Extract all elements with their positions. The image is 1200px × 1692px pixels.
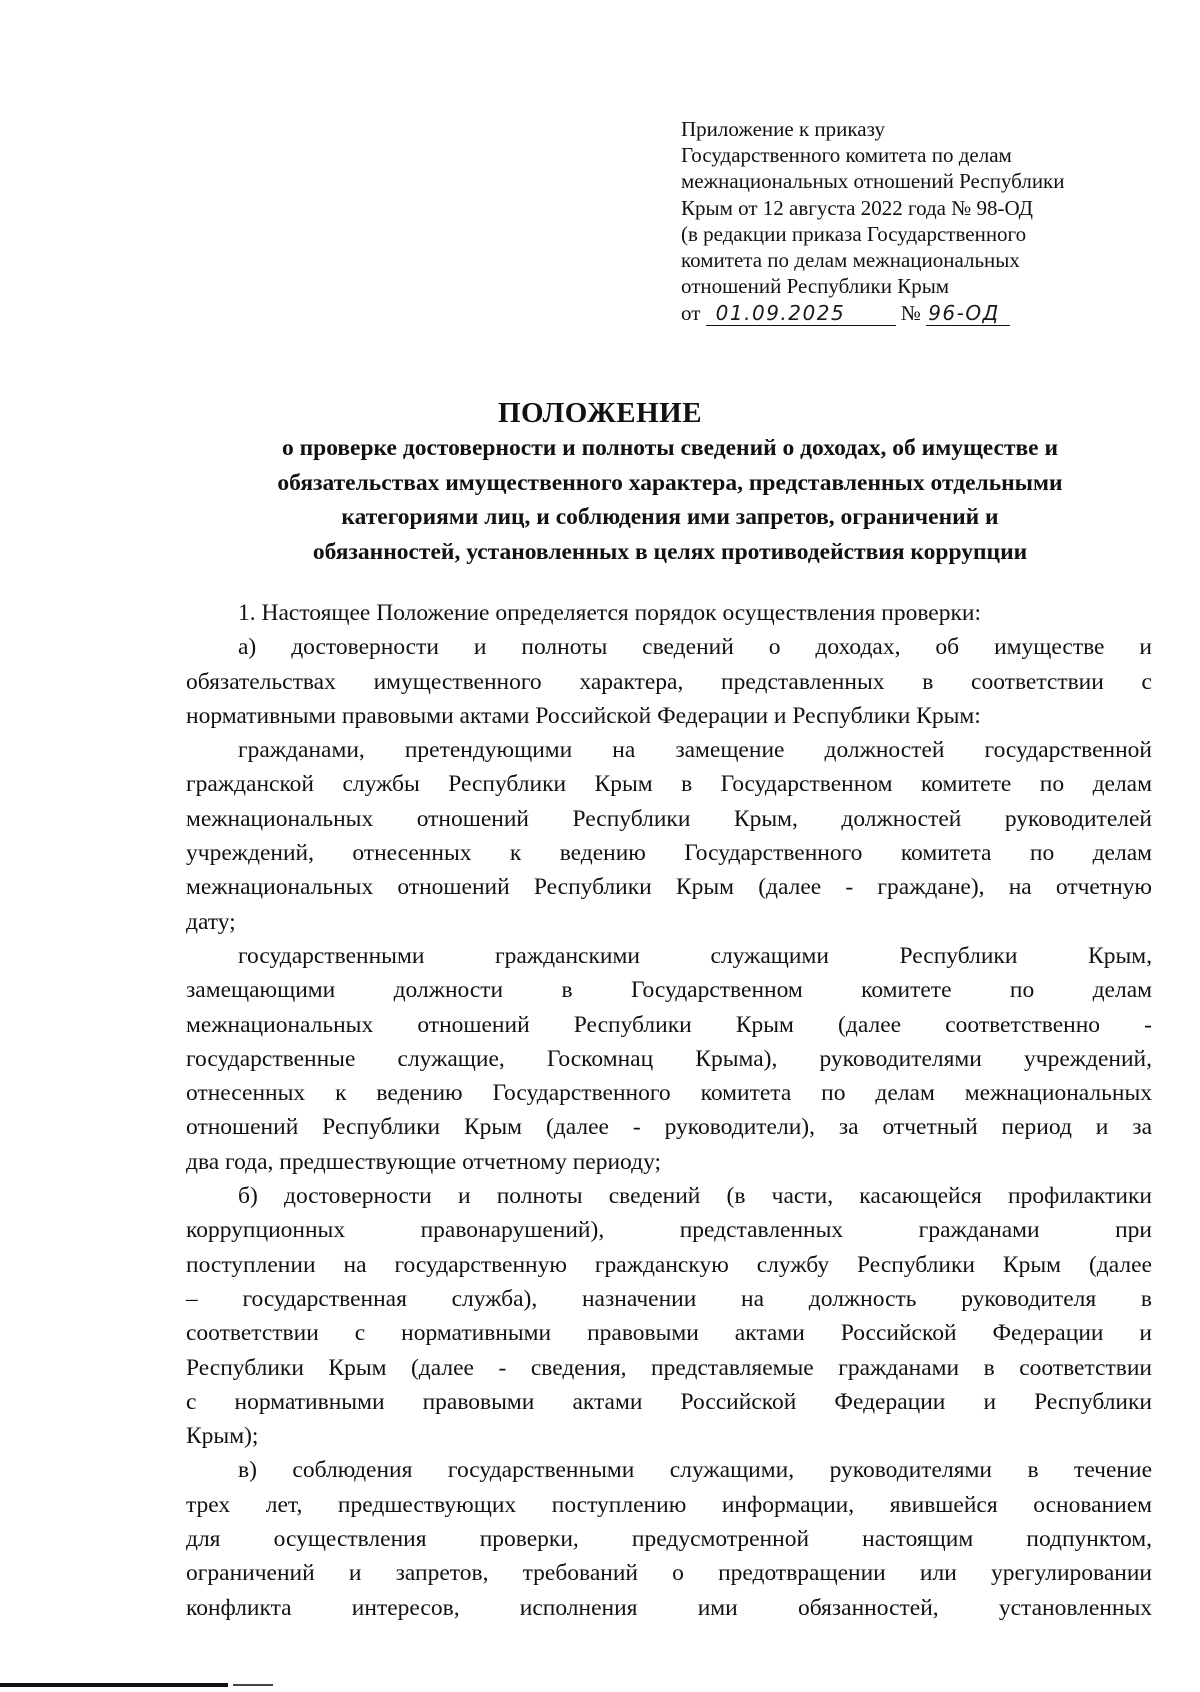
body-line: коррупционных правонарушений), представленных гражданами при (186, 1217, 1152, 1244)
annex-line: (в редакции приказа Государственного (681, 221, 1027, 246)
body-line: нормативными правовыми актами Российской Федерации и Республики Крым: (186, 702, 981, 729)
document-subtitle (180, 431, 1160, 569)
subtitle-line: о проверке достоверности и полноты сведений о доходах, об имуществе и (281, 435, 1059, 461)
body-line: для осуществления проверки, предусмотренной настоящим подпунктом, (186, 1526, 1152, 1553)
body-line: два года, предшествующие отчетному периоду; (186, 1148, 662, 1175)
document-title: ПОЛОЖЕНИЕ (497, 397, 703, 429)
number-label: № (900, 301, 921, 326)
annex-reference-block (681, 116, 1151, 327)
body-line: замещающими должности в Государственном комитете по делам (186, 977, 1152, 1004)
body-line: б) достоверности и полноты сведений (в части, касающейся профилактики (238, 1183, 1152, 1210)
body-line: а) достоверности и полноты сведений о доходах, об имуществе и (238, 634, 1152, 661)
annex-line: Государственного комитета по делам (681, 143, 1012, 168)
handwritten-date: 01.09.2025 (706, 301, 896, 326)
annex-line: отношений Республики Крым (681, 274, 950, 299)
from-label: от (681, 301, 701, 326)
annex-line: Приложение к приказу (681, 117, 885, 141)
body-line: 1. Настоящее Положение определяется порядок осуществления проверки: (238, 600, 981, 626)
body-line: отнесенных к ведению Государственного комитета по делам межнациональных (186, 1080, 1152, 1107)
body-line: дату; (186, 908, 236, 935)
subtitle-line: обязательствах имущественного характера, представленных отдельными (277, 469, 1063, 496)
body-line: межнациональных отношений Республики Крым (далее соответственно - (186, 1011, 1152, 1038)
body-line: соответствии с нормативными правовыми актами Российской Федерации и (186, 1320, 1152, 1347)
annex-line: Крым от 12 августа 2022 года № 98-ОД (681, 195, 1033, 220)
body-line: в) соблюдения государственными служащими, руководителями в течение (238, 1457, 1152, 1484)
body-line: Крым); (186, 1423, 259, 1450)
body-line: поступлении на государственную гражданскую службу Республики Крым (далее (186, 1251, 1152, 1278)
annex-line: комитета по делам межнациональных (681, 248, 1020, 273)
body-line: с нормативными правовыми актами Российской Федерации и Республики (186, 1388, 1152, 1415)
body-line: гражданской службы Республики Крым в Государственном комитете по делам (186, 771, 1152, 798)
body-line: государственными гражданскими служащими Республики Крым, (238, 942, 1152, 969)
body-line: государственные служащие, Госкомнац Крыма), руководителями учреждений, (186, 1045, 1152, 1072)
subtitle-line: обязанностей, установленных в целях противодействия коррупции (312, 538, 1028, 565)
body-line: – государственная служба), назначении на должность руководителя в (186, 1285, 1152, 1312)
body-line: трех лет, предшествующих поступлению информации, явившейся основанием (186, 1491, 1152, 1518)
body-line: обязательствах имущественного характера, представленных в соответствии с (186, 668, 1152, 695)
body-line: ограничений и запретов, требований о предотвращении или урегулировании (186, 1560, 1152, 1587)
annex-line: межнациональных отношений Республики (681, 169, 1065, 194)
body-line: межнациональных отношений Республики Крым (далее - граждане), на отчетную (186, 874, 1152, 901)
body-line: межнациональных отношений Республики Крым, должностей руководителей (186, 805, 1152, 832)
body-line: гражданами, претендующими на замещение должностей государственной (238, 737, 1152, 764)
body-line: учреждений, отнесенных к ведению Государственного комитета по делам (186, 840, 1152, 867)
page-bottom-rule-segment (233, 1684, 273, 1686)
body-line: Республики Крым (далее - сведения, представляемые гражданами в соответствии (186, 1354, 1152, 1381)
handwritten-number: 96-ОД (926, 301, 1010, 326)
page-bottom-rule (0, 1683, 228, 1687)
subtitle-line: категориями лиц, и соблюдения ими запретов, ограничений и (341, 504, 999, 530)
body-line: отношений Республики Крым (далее - руководители), за отчетный период и за (186, 1114, 1152, 1141)
body-line: конфликта интересов, исполнения ими обязанностей, установленных (186, 1594, 1152, 1621)
document-body (186, 596, 1152, 1625)
annex-date-number-line (681, 300, 1151, 326)
